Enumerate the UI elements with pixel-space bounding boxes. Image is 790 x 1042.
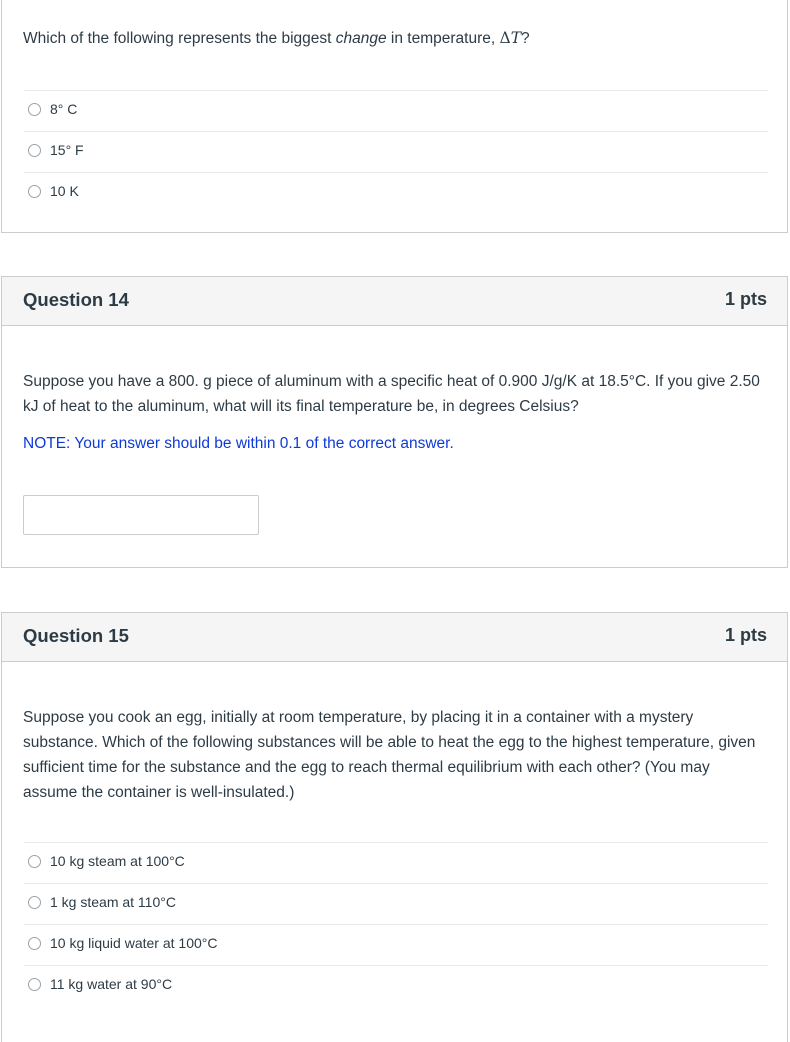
answer-label[interactable]: 8° C [50, 101, 78, 117]
radio-button[interactable] [28, 896, 41, 909]
question-14-card [1, 276, 788, 568]
question-15-text [23, 705, 763, 805]
answer-option[interactable] [24, 924, 768, 965]
answer-label[interactable]: 10 kg liquid water at 100°C [50, 935, 218, 951]
question-14-body: Suppose you have a 800. g piece of aluminum with a specific heat of 0.900 J/g/K at 18.5°C. If you give 2.50 kJ of heat to the aluminum, what will its final temperature be, in degrees Celsius? [23, 373, 760, 415]
question-15-answers [24, 842, 768, 1006]
question-15-title: Question 15 [23, 625, 129, 646]
radio-button[interactable] [28, 144, 41, 157]
delta-symbol: Δ [499, 29, 511, 47]
question-13-text [23, 26, 763, 51]
answer-label[interactable]: 15° F [50, 142, 84, 158]
radio-button[interactable] [28, 103, 41, 116]
answer-option[interactable] [24, 842, 768, 883]
radio-button[interactable] [28, 855, 41, 868]
answer-option[interactable] [24, 883, 768, 924]
question-13-text-part: ? [521, 30, 530, 47]
answer-label[interactable]: 10 kg steam at 100°C [50, 853, 185, 869]
question-14-header [2, 277, 787, 326]
delta-t-math [499, 29, 521, 47]
question-15-points: 1 pts [724, 625, 767, 645]
question-14-answer-input[interactable] [23, 495, 259, 535]
answer-option[interactable] [24, 172, 768, 213]
answer-label[interactable]: 11 kg water at 90°C [50, 976, 173, 992]
answer-option[interactable] [24, 965, 768, 1006]
t-symbol: T [510, 29, 522, 47]
question-15-header [2, 613, 787, 662]
radio-button[interactable] [28, 937, 41, 950]
question-15-card [1, 612, 788, 1042]
question-13-card [1, 0, 788, 233]
answer-option[interactable] [24, 131, 768, 172]
question-15-body: Suppose you cook an egg, initially at room temperature, by placing it in a container with a mystery substance. Which of the following substances will be able to heat the egg to the highest temperature, given sufficient time for the substance and the egg to reach thermal equilibrium with each other? (You may assume the container is well-insulated.) [23, 709, 756, 801]
question-13-text-part: Which of the following represents the biggest [23, 30, 336, 47]
question-14-note: NOTE: Your answer should be within 0.1 of the correct answer. [23, 435, 454, 452]
radio-button[interactable] [28, 978, 41, 991]
question-14-title: Question 14 [23, 289, 129, 310]
answer-option[interactable] [24, 90, 768, 131]
answer-label[interactable]: 1 kg steam at 110°C [50, 894, 176, 910]
question-13-answers [24, 90, 768, 213]
question-13-text-part: in temperature, [386, 30, 500, 47]
question-14-text [23, 369, 763, 456]
answer-label[interactable]: 10 K [50, 183, 79, 199]
question-14-points: 1 pts [724, 289, 767, 309]
radio-button[interactable] [28, 185, 41, 198]
question-13-emphasis: change [335, 30, 387, 47]
